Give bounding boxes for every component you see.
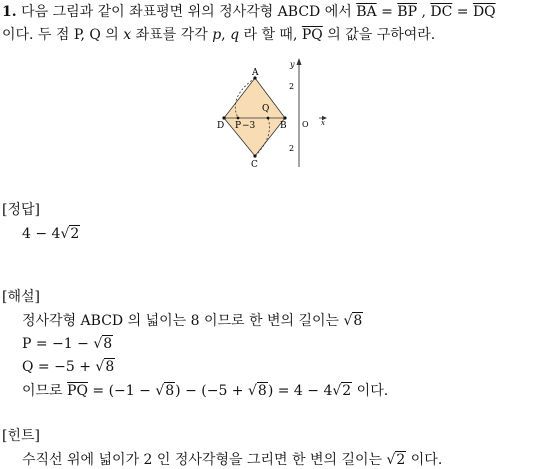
label-y: y xyxy=(290,60,295,69)
hint-text-b: 이다. xyxy=(410,452,443,468)
label-minus-3: −3 xyxy=(242,121,256,131)
answer-header: [정답] xyxy=(2,202,40,218)
hint-radicand: 2 xyxy=(396,452,406,468)
square-abcd xyxy=(224,78,285,156)
point-q xyxy=(267,117,270,120)
solution-text-4e: 이다. xyxy=(356,383,389,399)
solution-text-4a: 이므로 xyxy=(22,383,63,399)
problem-text-5: 의 값을 구하여라. xyxy=(327,27,436,43)
solution-radicand-4c: 2 xyxy=(342,383,352,399)
label-c: C xyxy=(251,160,258,170)
problem-text-3: 좌표를 각각 xyxy=(135,27,208,43)
segment-pq: $\overline{PQ}$ xyxy=(301,27,323,43)
label-b: B xyxy=(280,121,287,131)
answer-radicand: 2 xyxy=(70,226,80,242)
problem-number: 1. xyxy=(2,4,17,20)
solution-text-4c: ) − (−5 + xyxy=(175,383,244,399)
equals-sign: = xyxy=(456,4,469,20)
problem-text-4: 라 할 때, xyxy=(243,27,298,43)
problem-text-2: 이다. 두 점 P, Q 의 xyxy=(2,27,119,43)
problem-text-1: 다음 그림과 같이 좌표평면 위의 정사각형 ABCD 에서 xyxy=(21,4,352,20)
equals-sign: = xyxy=(381,4,393,20)
sqrt-sign: √ xyxy=(247,383,257,399)
solution-radicand-1: 8 xyxy=(353,313,363,329)
point-c xyxy=(253,154,256,157)
sqrt-sign: √ xyxy=(60,226,70,242)
solution-line-3 xyxy=(22,358,115,376)
segment-bp: $\overline{BP}$ xyxy=(397,4,417,20)
tick-2-bottom: 2 xyxy=(289,144,295,153)
tick-2-top: 2 xyxy=(289,82,295,91)
label-origin: O xyxy=(302,120,309,129)
comma: , xyxy=(421,4,426,20)
hint-header: [힌트] xyxy=(2,428,40,444)
segment-dq: $\overline{DQ}$ xyxy=(472,4,496,20)
label-a: A xyxy=(252,68,259,78)
square-figure xyxy=(210,55,340,170)
segment-pq-solution: $\overline{PQ}$ xyxy=(67,383,88,399)
var-q: q xyxy=(230,27,240,43)
solution-radicand-2: 8 xyxy=(103,336,113,352)
sqrt-sign: √ xyxy=(95,359,105,375)
var-p: p xyxy=(212,27,222,43)
solution-radicand-3: 8 xyxy=(105,359,115,375)
var-x: x xyxy=(123,27,132,43)
sqrt-sign: √ xyxy=(93,336,103,352)
point-d xyxy=(222,116,225,119)
solution-line-4 xyxy=(22,382,388,400)
solution-text-2: P = −1 − xyxy=(22,336,89,352)
solution-text-4d: ) = 4 − 4 xyxy=(267,383,333,399)
solution-text-4b: = (−1 − xyxy=(92,383,151,399)
solution-text-3: Q = −5 + xyxy=(22,359,91,375)
hint-text-a: 수직선 위에 넓이가 2 인 정사각형을 그리면 한 변의 길이는 xyxy=(22,452,383,468)
sqrt-sign: √ xyxy=(343,313,353,329)
solution-radicand-4a: 8 xyxy=(165,383,175,399)
sqrt-sign: √ xyxy=(155,383,165,399)
solution-text-1: 정사각형 ABCD 의 넓이는 8 이므로 한 변의 길이는 xyxy=(22,313,340,329)
answer-text: 4 − 4 xyxy=(22,226,61,242)
label-q: Q xyxy=(262,104,270,114)
answer-line xyxy=(22,225,80,243)
problem-line-1 xyxy=(2,3,496,21)
y-axis-arrow xyxy=(297,58,302,65)
problem-line-2 xyxy=(2,26,435,44)
sqrt-sign: √ xyxy=(386,452,396,468)
label-x: x xyxy=(321,119,325,127)
segment-ba: $\overline{BA}$ xyxy=(356,4,377,20)
comma: , xyxy=(221,27,226,43)
point-p xyxy=(237,117,240,120)
solution-header: [해설] xyxy=(2,289,40,305)
hint-line xyxy=(22,451,442,469)
label-d: D xyxy=(217,121,225,131)
point-b xyxy=(283,116,286,119)
sqrt-sign: √ xyxy=(332,383,342,399)
solution-line-2 xyxy=(22,335,113,353)
segment-dc: $\overline{DC}$ xyxy=(430,4,453,20)
solution-radicand-4b: 8 xyxy=(257,383,267,399)
solution-line-1 xyxy=(22,312,363,330)
label-p: P xyxy=(235,121,242,131)
